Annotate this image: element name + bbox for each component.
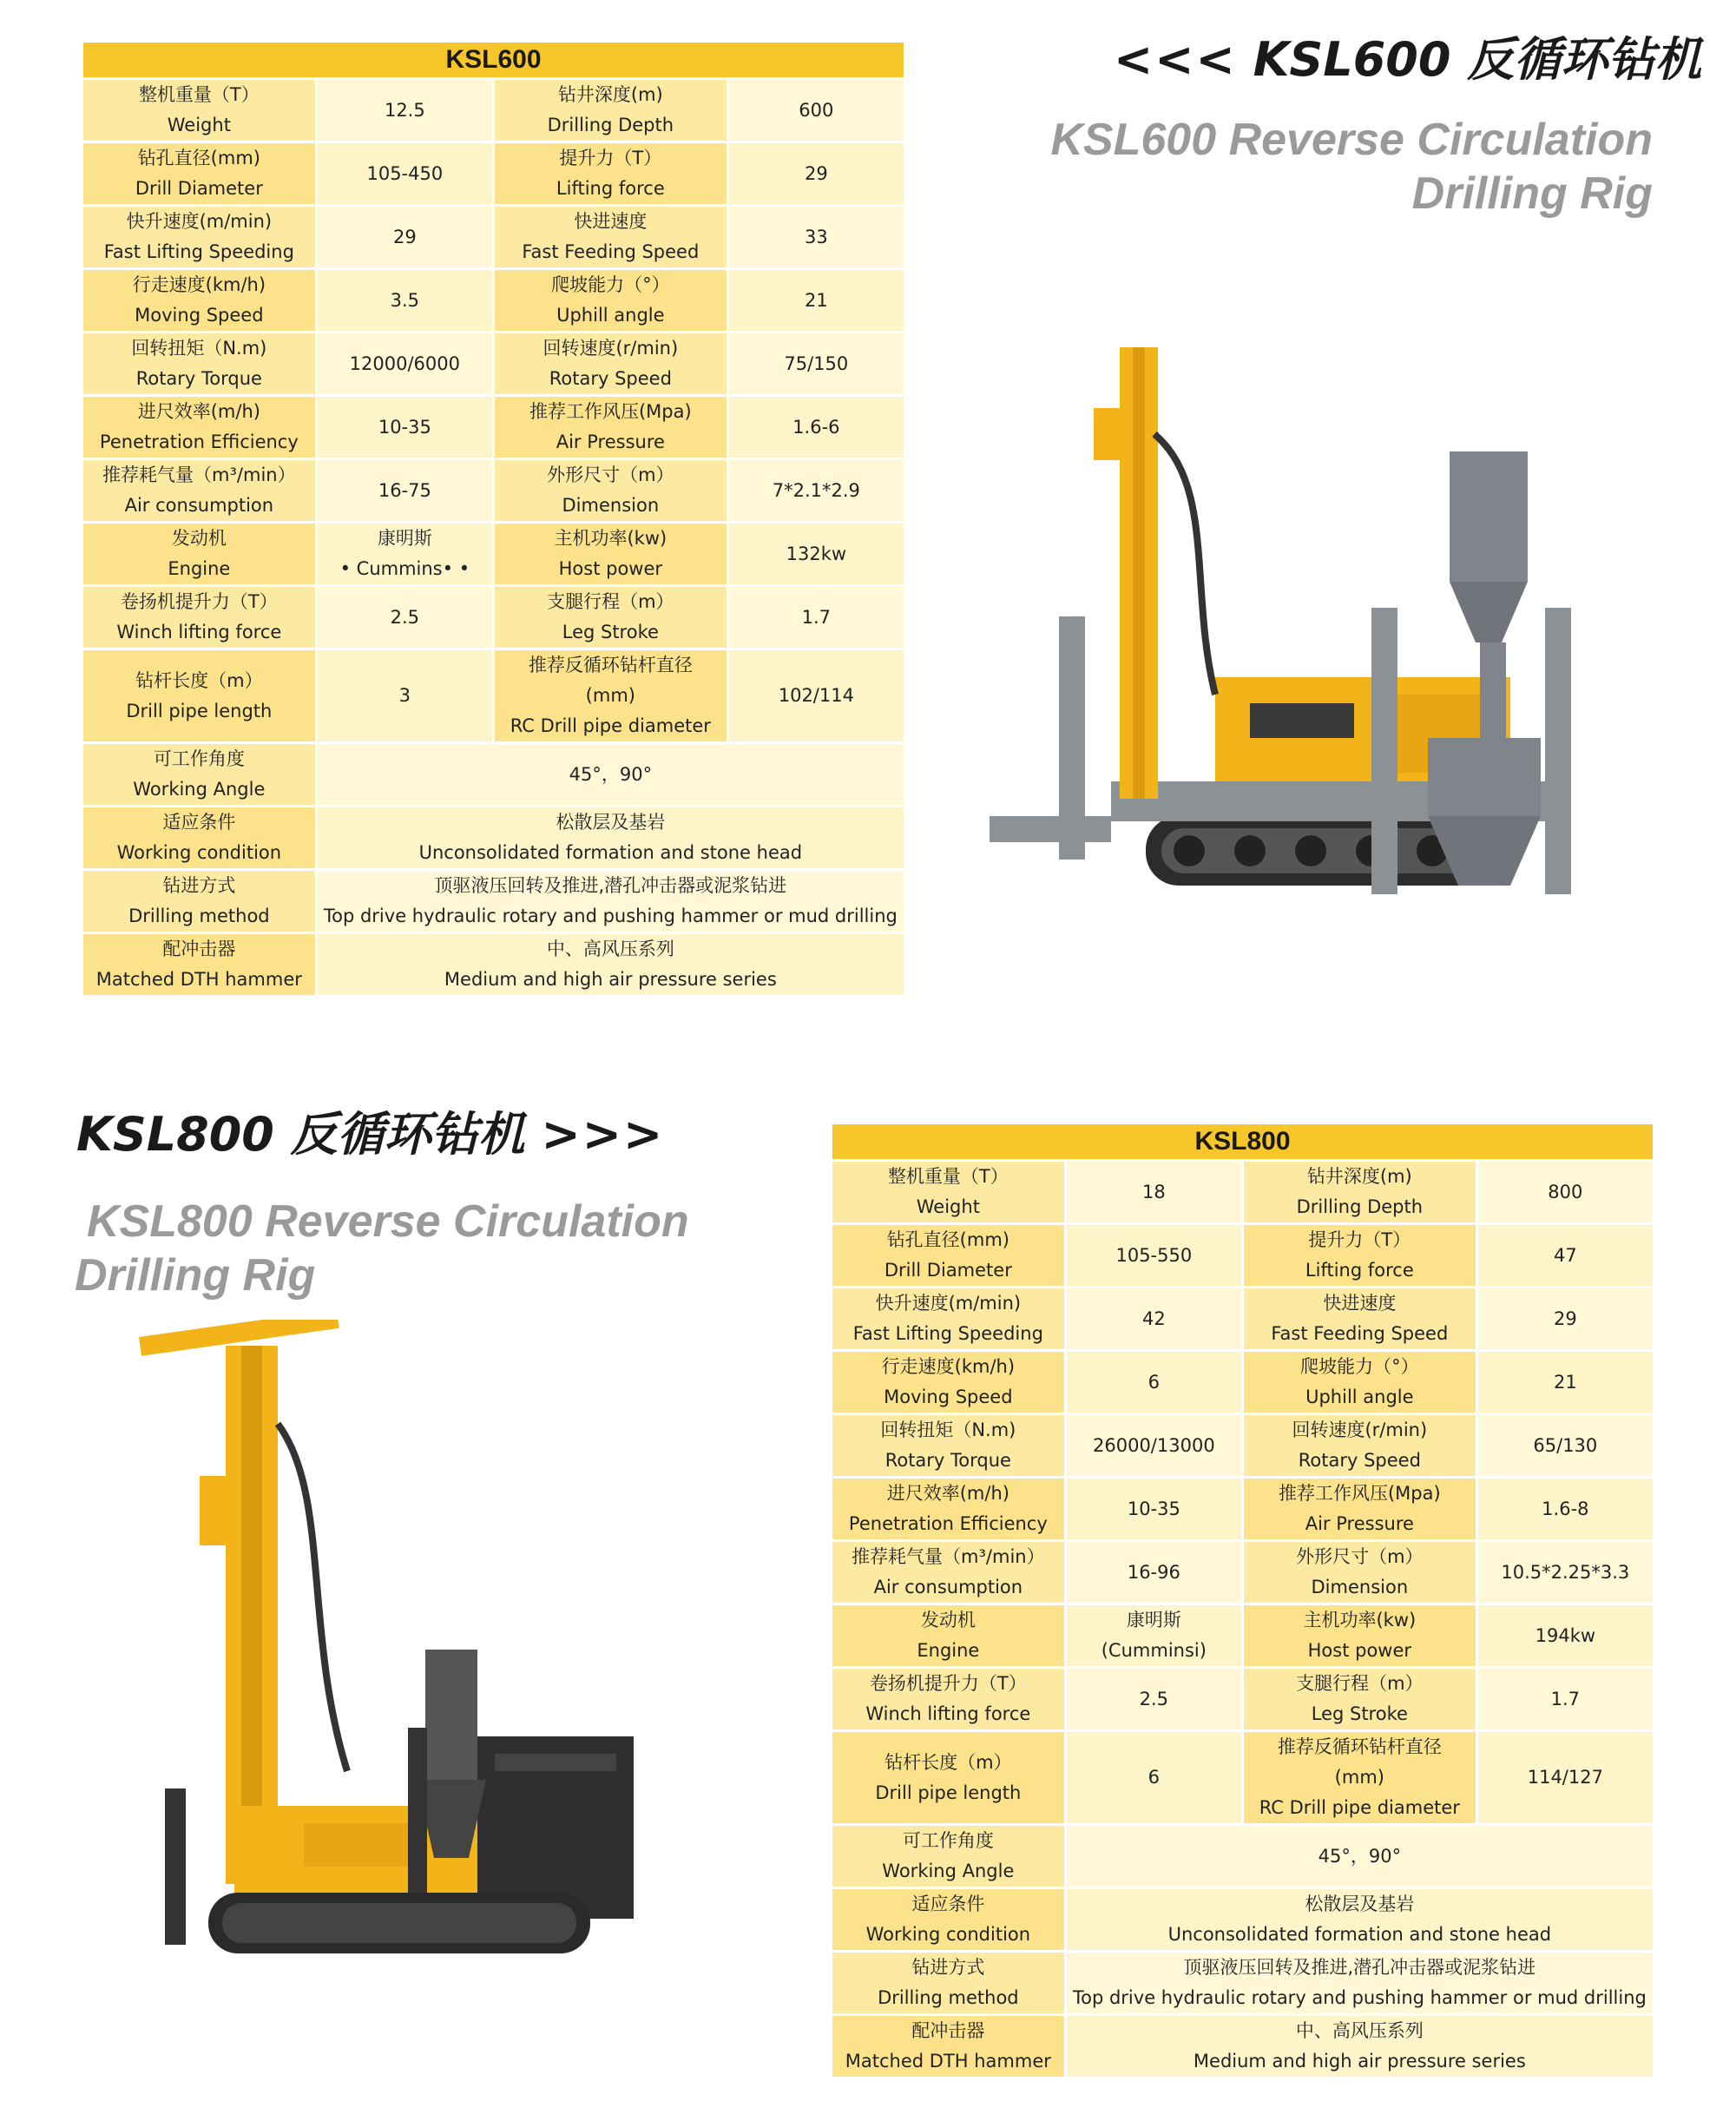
spec-label: 回转速度(r/min) Rotary Speed — [495, 333, 727, 394]
spec-label: 回转扭矩（N.m) Rotary Torque — [832, 1415, 1064, 1476]
spec-label: 推荐工作风压(Mpa) Air Pressure — [1244, 1479, 1476, 1539]
table-row — [83, 333, 904, 394]
spec-value: 顶驱液压回转及推进,潜孔冲击器或泥浆钻进 Top drive hydraulic rotary and pushing hammer or mud drilling — [318, 871, 904, 932]
spec-value: 47 — [1478, 1225, 1653, 1286]
spec-value: 33 — [729, 207, 904, 267]
table-row — [83, 80, 904, 141]
ksl600-title-en — [1050, 113, 1653, 221]
spec-value: 21 — [1478, 1352, 1653, 1413]
spec-label: 行走速度(km/h) Moving Speed — [832, 1352, 1064, 1413]
spec-value: 29 — [1478, 1288, 1653, 1349]
ksl600-title-en-line2: Drilling Rig — [1411, 168, 1653, 219]
spec-value: 2.5 — [1067, 1669, 1241, 1729]
spec-value: 105-450 — [318, 143, 492, 204]
table-row — [832, 1415, 1653, 1476]
spec-value: 26000/13000 — [1067, 1415, 1241, 1476]
spec-label: 进尺效率(m/h) Penetration Efficiency — [83, 397, 315, 458]
table-row — [832, 1479, 1653, 1539]
spec-value: 7*2.1*2.9 — [729, 460, 904, 521]
table-row — [832, 1352, 1653, 1413]
ksl800-title-en-line1: KSL800 Reverse Circulation — [87, 1196, 689, 1247]
spec-value: 顶驱液压回转及推进,潜孔冲击器或泥浆钻进 Top drive hydraulic rotary and pushing hammer or mud drilling — [1067, 1953, 1653, 2013]
spec-value: 3.5 — [318, 270, 492, 331]
ksl600-table-header: KSL600 — [83, 43, 904, 77]
spec-label: 支腿行程（m） Leg Stroke — [495, 587, 727, 648]
spec-label: 推荐耗气量（m³/min） Air consumption — [83, 460, 315, 521]
spec-label: 快升速度(m/min) Fast Lifting Speeding — [832, 1288, 1064, 1349]
spec-label: 提升力（T） Lifting force — [495, 143, 727, 204]
spec-label: 提升力（T） Lifting force — [1244, 1225, 1476, 1286]
ksl800-spec-table — [830, 1122, 1655, 2079]
spec-value: 800 — [1478, 1162, 1653, 1222]
table-row — [832, 1826, 1653, 1887]
table-row — [832, 1225, 1653, 1286]
spec-value: 6 — [1067, 1732, 1241, 1823]
spec-value: 12.5 — [318, 80, 492, 141]
table-row — [832, 1605, 1653, 1666]
spec-label: 钻孔直径(mm) Drill Diameter — [832, 1225, 1064, 1286]
spec-value: 10-35 — [1067, 1479, 1241, 1539]
spec-value: 10.5*2.25*3.3 — [1478, 1542, 1653, 1603]
table-row — [83, 744, 904, 805]
spec-value: 105-550 — [1067, 1225, 1241, 1286]
spec-label: 配冲击器 Matched DTH hammer — [832, 2016, 1064, 2077]
ksl800-table-header: KSL800 — [832, 1124, 1653, 1159]
right-arrows-icon: >>> — [541, 1107, 665, 1162]
spec-value: 松散层及基岩 Unconsolidated formation and stone head — [1067, 1889, 1653, 1950]
table-row — [83, 650, 904, 741]
spec-value: 29 — [729, 143, 904, 204]
spec-label: 外形尺寸（m） Dimension — [1244, 1542, 1476, 1603]
spec-label: 爬坡能力（°） Uphill angle — [495, 270, 727, 331]
ksl800-title-cn-text: KSL800 反循环钻机 — [76, 1107, 525, 1162]
spec-label: 发动机 Engine — [832, 1605, 1064, 1666]
spec-value: 康明斯 (Cumminsi) — [1067, 1605, 1241, 1666]
spec-value: 中、高风压系列 Medium and high air pressure series — [318, 934, 904, 995]
ksl800-title-cn — [76, 1097, 664, 1164]
table-row — [83, 587, 904, 648]
table-row — [83, 207, 904, 267]
spec-label: 钻杆长度（m） Drill pipe length — [832, 1732, 1064, 1823]
spec-label: 回转速度(r/min) Rotary Speed — [1244, 1415, 1476, 1476]
table-row — [832, 1953, 1653, 2013]
spec-value: 132kw — [729, 524, 904, 584]
ksl800-title-en-line2: Drilling Rig — [75, 1250, 316, 1301]
table-row — [83, 397, 904, 458]
spec-label: 钻进方式 Drilling method — [83, 871, 315, 932]
spec-label: 卷扬机提升力（T） Winch lifting force — [832, 1669, 1064, 1729]
spec-label: 钻井深度(m) Drilling Depth — [495, 80, 727, 141]
spec-label: 配冲击器 Matched DTH hammer — [83, 934, 315, 995]
spec-value: 114/127 — [1478, 1732, 1653, 1823]
table-row — [832, 1732, 1653, 1823]
left-arrows-icon: <<< — [1114, 32, 1237, 87]
ksl600-spec-table — [81, 40, 906, 998]
spec-label: 推荐耗气量（m³/min） Air consumption — [832, 1542, 1064, 1603]
spec-label: 支腿行程（m） Leg Stroke — [1244, 1669, 1476, 1729]
table-row — [832, 1669, 1653, 1729]
spec-label: 整机重量（T） Weight — [832, 1162, 1064, 1222]
spec-label: 爬坡能力（°） Uphill angle — [1244, 1352, 1476, 1413]
spec-value: 600 — [729, 80, 904, 141]
table-row — [832, 1542, 1653, 1603]
table-row — [83, 460, 904, 521]
spec-value: 1.7 — [1478, 1669, 1653, 1729]
spec-value: 45°，90° — [1067, 1826, 1653, 1887]
table-row — [832, 1288, 1653, 1349]
spec-value: 松散层及基岩 Unconsolidated formation and stone head — [318, 807, 904, 868]
spec-label: 主机功率(kw) Host power — [1244, 1605, 1476, 1666]
table-row — [83, 871, 904, 932]
spec-label: 钻孔直径(mm) Drill Diameter — [83, 143, 315, 204]
spec-value: 6 — [1067, 1352, 1241, 1413]
table-row — [83, 270, 904, 331]
spec-label: 快升速度(m/min) Fast Lifting Speeding — [83, 207, 315, 267]
spec-label: 快进速度 Fast Feeding Speed — [495, 207, 727, 267]
spec-label: 推荐反循环钻杆直径 (mm) RC Drill pipe diameter — [495, 650, 727, 741]
spec-value: 16-96 — [1067, 1542, 1241, 1603]
spec-label: 进尺效率(m/h) Penetration Efficiency — [832, 1479, 1064, 1539]
spec-label: 可工作角度 Working Angle — [83, 744, 315, 805]
spec-value: 42 — [1067, 1288, 1241, 1349]
spec-value: 中、高风压系列 Medium and high air pressure series — [1067, 2016, 1653, 2077]
table-row — [83, 934, 904, 995]
spec-value: 194kw — [1478, 1605, 1653, 1666]
spec-label: 推荐反循环钻杆直径 (mm) RC Drill pipe diameter — [1244, 1732, 1476, 1823]
spec-value: 10-35 — [318, 397, 492, 458]
spec-value: 45°，90° — [318, 744, 904, 805]
spec-label: 钻井深度(m) Drilling Depth — [1244, 1162, 1476, 1222]
ksl800-rig-image — [130, 1320, 720, 1962]
ksl800-title-en — [75, 1195, 689, 1302]
spec-label: 钻杆长度（m） Drill pipe length — [83, 650, 315, 741]
spec-value: 1.6-8 — [1478, 1479, 1653, 1539]
spec-value: 2.5 — [318, 587, 492, 648]
spec-value: 1.7 — [729, 587, 904, 648]
table-row — [83, 807, 904, 868]
spec-value: 65/130 — [1478, 1415, 1653, 1476]
spec-label: 发动机 Engine — [83, 524, 315, 584]
spec-value: 12000/6000 — [318, 333, 492, 394]
spec-label: 钻进方式 Drilling method — [832, 1953, 1064, 2013]
spec-label: 推荐工作风压(Mpa) Air Pressure — [495, 397, 727, 458]
table-row — [83, 143, 904, 204]
spec-label: 行走速度(km/h) Moving Speed — [83, 270, 315, 331]
spec-label: 适应条件 Working condition — [83, 807, 315, 868]
ksl600-title-en-line1: KSL600 Reverse Circulation — [1050, 115, 1653, 165]
spec-label: 快进速度 Fast Feeding Speed — [1244, 1288, 1476, 1349]
spec-value: 康明斯 • Cummins• • — [318, 524, 492, 584]
spec-value: 18 — [1067, 1162, 1241, 1222]
ksl600-title-cn-text: KSL600 反循环钻机 — [1253, 32, 1702, 87]
table-row — [832, 2016, 1653, 2077]
spec-value: 21 — [729, 270, 904, 331]
spec-label: 适应条件 Working condition — [832, 1889, 1064, 1950]
spec-value: 29 — [318, 207, 492, 267]
spec-value: 1.6-6 — [729, 397, 904, 458]
spec-label: 卷扬机提升力（T） Winch lifting force — [83, 587, 315, 648]
table-row — [83, 524, 904, 584]
spec-label: 主机功率(kw) Host power — [495, 524, 727, 584]
ksl600-title-cn — [1114, 23, 1701, 89]
table-row — [832, 1162, 1653, 1222]
spec-label: 回转扭矩（N.m) Rotary Torque — [83, 333, 315, 394]
spec-value: 102/114 — [729, 650, 904, 741]
spec-value: 16-75 — [318, 460, 492, 521]
ksl600-rig-image — [990, 330, 1684, 920]
table-row — [832, 1889, 1653, 1950]
spec-label: 外形尺寸（m） Dimension — [495, 460, 727, 521]
spec-value: 3 — [318, 650, 492, 741]
spec-label: 可工作角度 Working Angle — [832, 1826, 1064, 1887]
spec-label: 整机重量（T） Weight — [83, 80, 315, 141]
spec-value: 75/150 — [729, 333, 904, 394]
